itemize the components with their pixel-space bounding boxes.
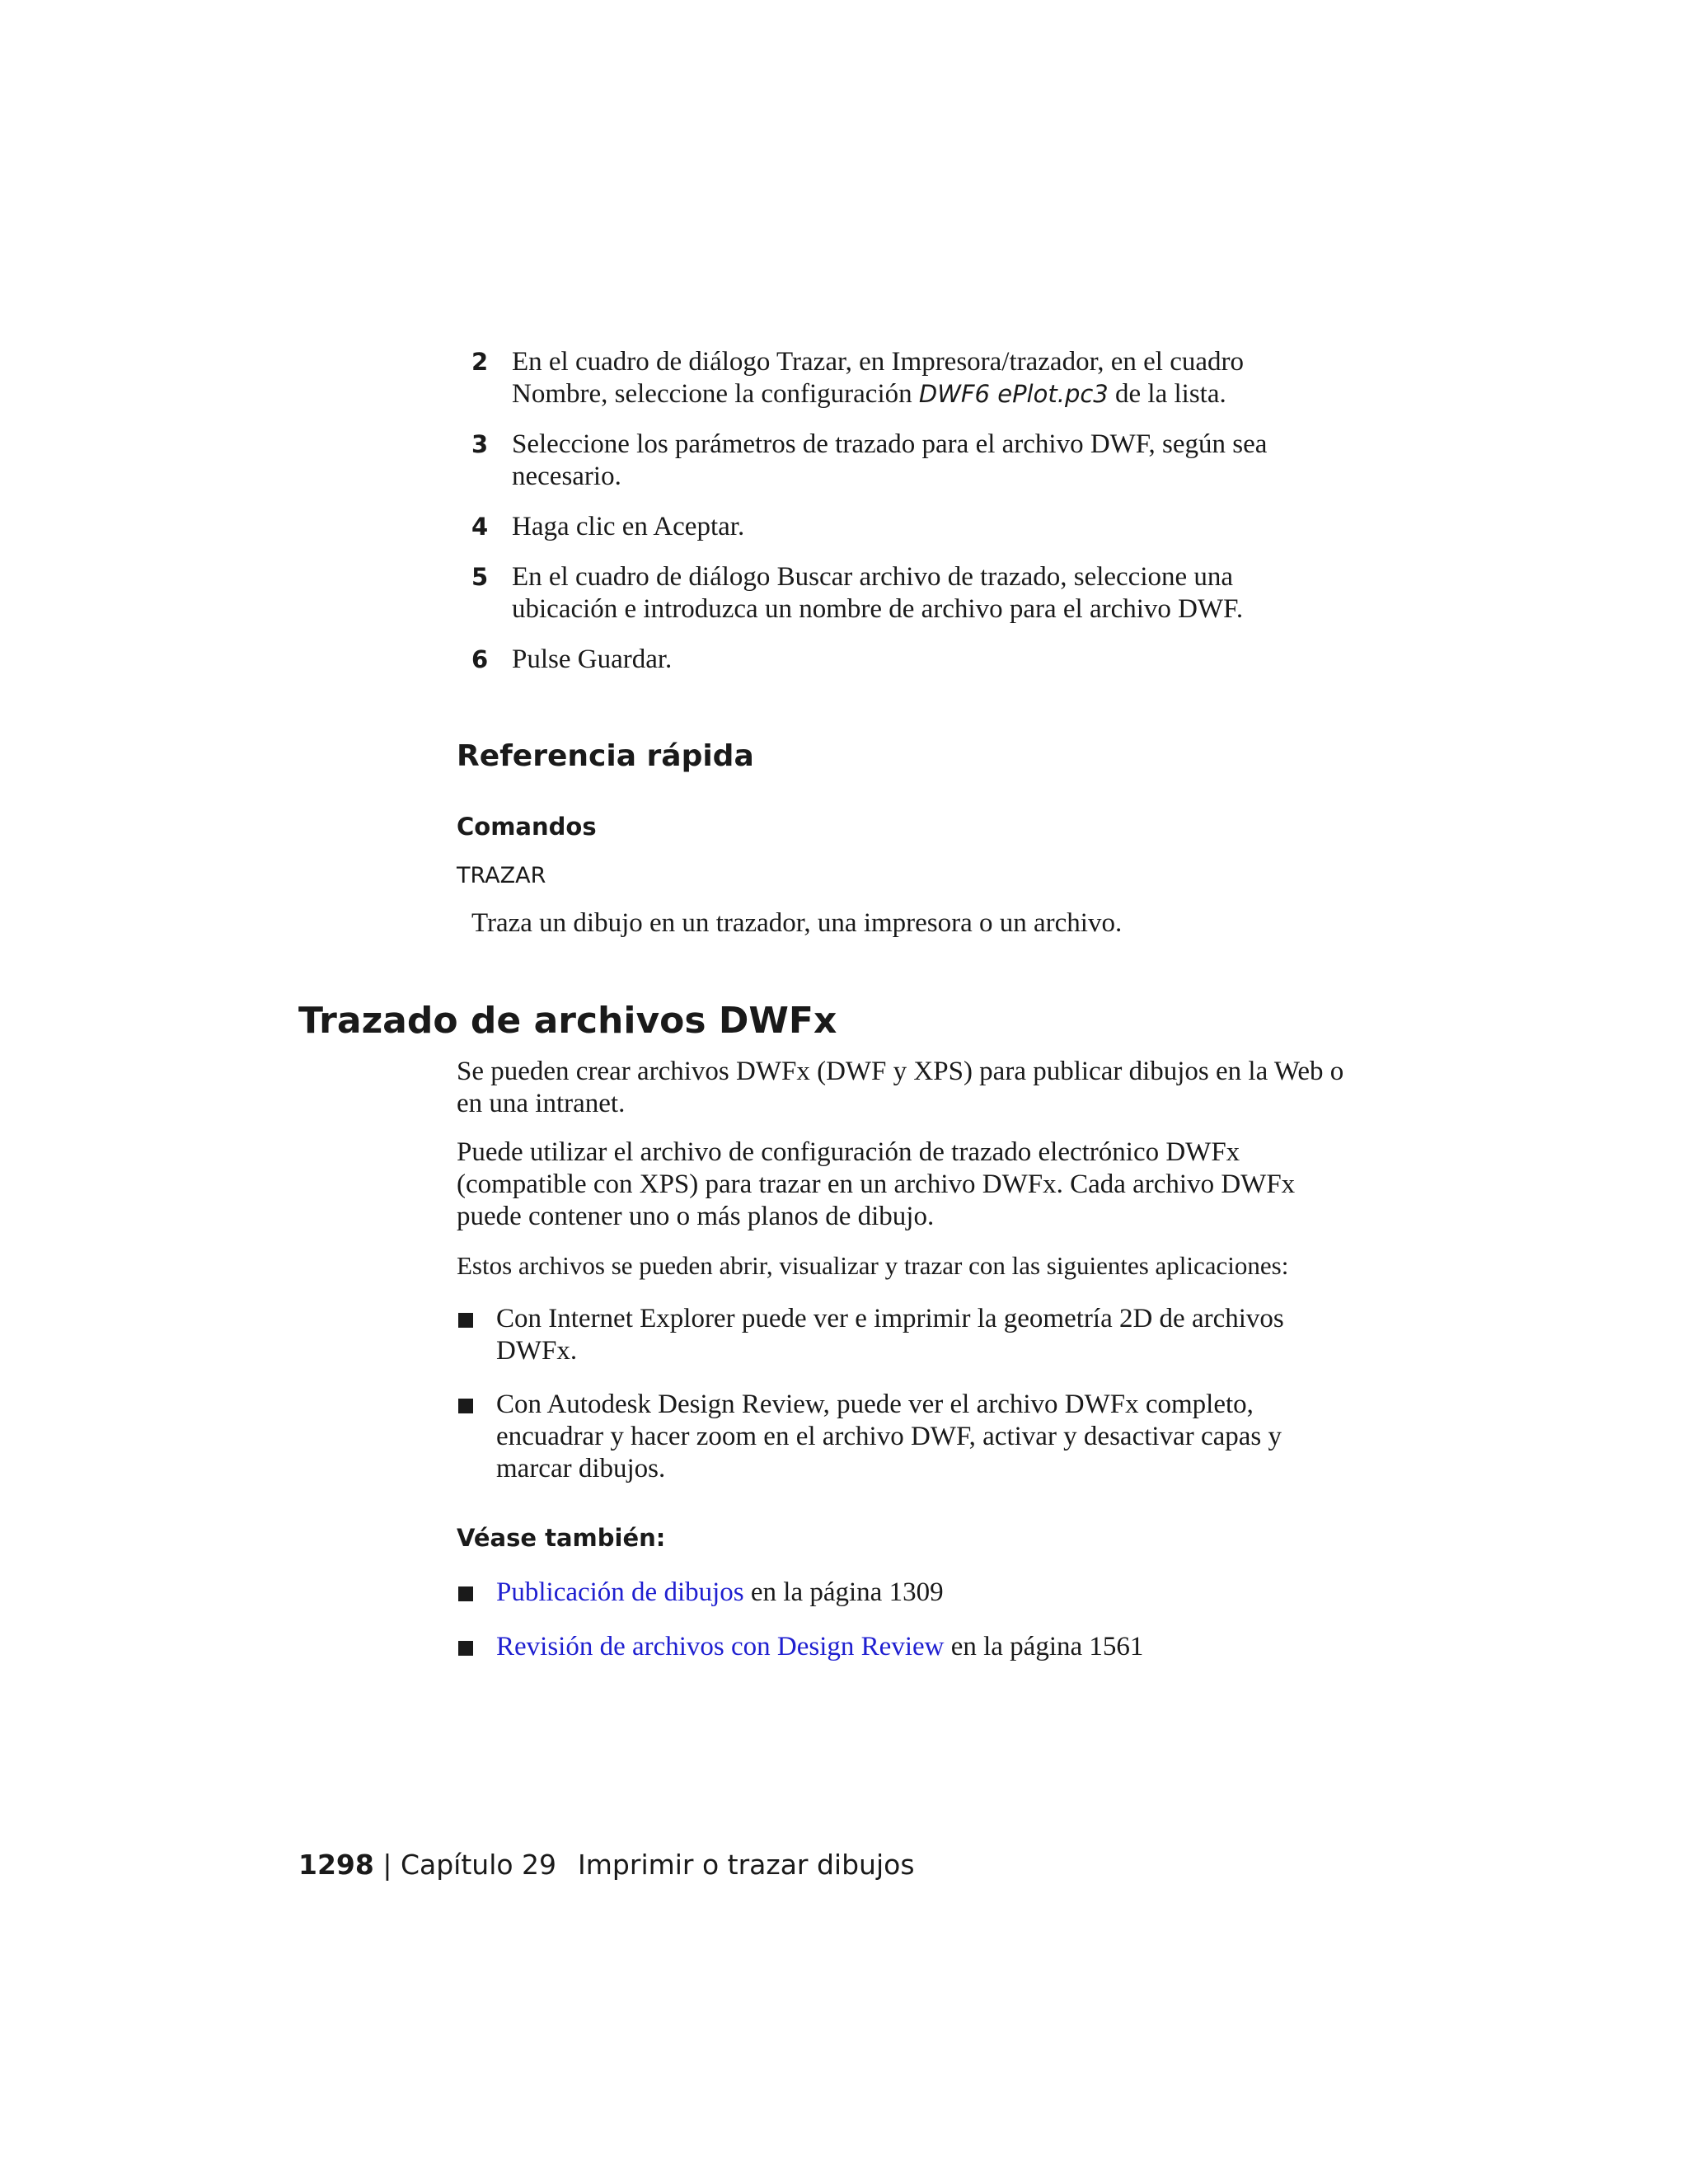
see-also-list xyxy=(457,1577,1347,1685)
command-description: Traza un dibujo en un trazador, una impresora o un archivo. xyxy=(471,908,1123,938)
section-body xyxy=(457,1056,1347,1507)
link-revision-design-review[interactable]: Revisión de archivos con Design Review xyxy=(496,1632,945,1661)
link-publicacion-de-dibujos[interactable]: Publicación de dibujos xyxy=(496,1577,744,1607)
list-item xyxy=(457,1389,1347,1485)
bullet-square-icon xyxy=(458,1586,473,1601)
step-number: 5 xyxy=(471,563,489,591)
list-item xyxy=(457,1303,1347,1367)
paragraph: Puede utilizar el archivo de configuración de trazado electrónico DWFx (compatible con XPS) para trazar en un archivo DWFx. Cada archivo DWFx puede contener uno o más planos de dibujo. xyxy=(457,1137,1296,1231)
step-item xyxy=(471,346,1345,410)
step-item xyxy=(471,644,1345,676)
page-footer xyxy=(298,1849,915,1882)
step-number: 3 xyxy=(471,430,489,458)
bullet-list xyxy=(457,1303,1347,1485)
step-text: En el cuadro de diálogo Buscar archivo de trazado, seleccione una ubicación e introduzca un nombre de archivo para el archivo DWF. xyxy=(512,562,1244,624)
command-name: TRAZAR xyxy=(457,863,546,888)
config-file-name: DWF6 ePlot.pc3 xyxy=(918,380,1109,408)
step-item xyxy=(471,511,1345,543)
chapter-label: Capítulo 29 xyxy=(400,1849,557,1881)
step-text: Haga clic en Aceptar. xyxy=(512,512,745,541)
step-item xyxy=(471,561,1345,626)
list-item xyxy=(457,1631,1347,1663)
page-reference: en la página 1309 xyxy=(743,1577,944,1607)
bullet-square-icon xyxy=(458,1399,473,1413)
paragraph: Estos archivos se pueden abrir, visualizar y trazar con las siguientes aplicaciones: xyxy=(457,1251,1289,1280)
page-reference: en la página 1561 xyxy=(944,1632,1144,1661)
numbered-steps xyxy=(471,346,1345,694)
step-text: Pulse Guardar. xyxy=(512,644,673,674)
see-also-heading: Véase también: xyxy=(457,1524,666,1552)
chapter-title: Imprimir o trazar dibujos xyxy=(578,1849,915,1881)
bullet-text: Con Autodesk Design Review, puede ver el archivo DWFx completo, encuadrar y hacer zoom en el archivo DWF, activar y desactivar capas y marcar dibujos. xyxy=(496,1390,1282,1483)
step-text: Seleccione los parámetros de trazado para el archivo DWF, según sea necesario. xyxy=(512,429,1268,491)
step-item xyxy=(471,429,1345,493)
paragraph: Se pueden crear archivos DWFx (DWF y XPS) para publicar dibujos en la Web o en una intranet. xyxy=(457,1057,1344,1118)
page-number: 1298 xyxy=(298,1849,374,1881)
commands-heading: Comandos xyxy=(457,813,597,841)
quick-reference-heading: Referencia rápida xyxy=(457,739,754,773)
step-number: 4 xyxy=(471,513,489,541)
bullet-text: Con Internet Explorer puede ver e imprimir la geometría 2D de archivos DWFx. xyxy=(496,1304,1284,1366)
footer-separator: | xyxy=(373,1849,401,1881)
bullet-square-icon xyxy=(458,1313,473,1328)
list-item xyxy=(457,1577,1347,1609)
step-number: 6 xyxy=(471,645,489,673)
step-text: En el cuadro de diálogo Trazar, en Impresora/trazador, en el cuadro Nombre, seleccione la configuración DWF6 ePlot.pc3 de la lista. xyxy=(512,347,1244,409)
bullet-square-icon xyxy=(458,1641,473,1656)
step-number: 2 xyxy=(471,348,489,376)
section-heading: Trazado de archivos DWFx xyxy=(298,1000,837,1042)
